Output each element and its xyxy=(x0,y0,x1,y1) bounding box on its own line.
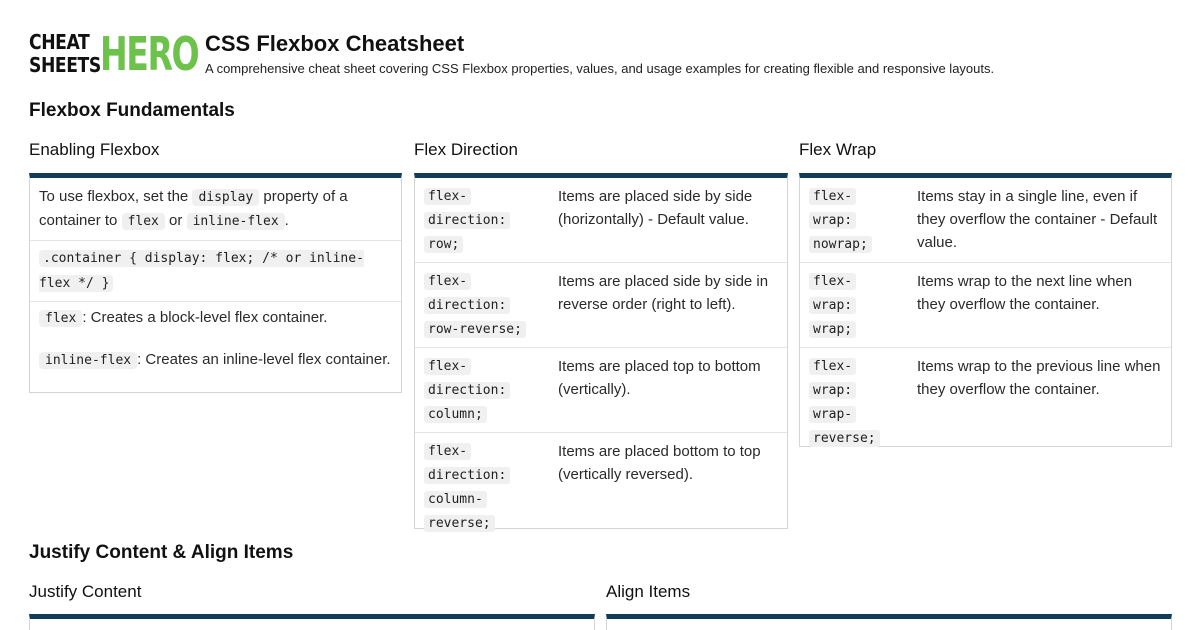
page-title: CSS Flexbox Cheatsheet xyxy=(205,31,465,56)
code-line: flex- xyxy=(809,358,856,375)
code-line: direction: xyxy=(424,297,510,314)
card-title-align: Align Items xyxy=(606,582,691,601)
code-line: nowrap; xyxy=(809,236,872,253)
property-row xyxy=(800,178,1171,263)
justify-content-card xyxy=(29,614,595,630)
card-title-wrap: Flex Wrap xyxy=(799,140,877,159)
page-subtitle: A comprehensive cheat sheet covering CSS Flexbox properties, values, and usage examples for creating flexible and responsive layouts. xyxy=(205,61,995,76)
card-title-justify: Justify Content xyxy=(29,582,142,601)
code-line: reverse; xyxy=(809,430,880,447)
logo-wordmark xyxy=(29,31,101,77)
code-example xyxy=(30,241,401,302)
code-line: direction: xyxy=(424,212,510,229)
flex-definition xyxy=(30,302,401,337)
code-line: direction: xyxy=(424,467,510,484)
flex-direction-card xyxy=(414,173,788,529)
code-line: wrap; xyxy=(809,321,856,338)
enabling-flexbox-card xyxy=(29,173,402,393)
property-description: Items wrap to the previous line when they overflow the container. xyxy=(917,358,1161,398)
logo-line2: SHEETS xyxy=(29,53,101,77)
property-code xyxy=(424,355,558,427)
property-description: Items are placed side by side (horizontally) - Default value. xyxy=(558,188,753,228)
intro-text: or xyxy=(169,212,183,229)
property-code xyxy=(424,270,558,342)
property-row xyxy=(800,263,1171,348)
intro-text: property of a container to xyxy=(39,188,348,229)
flex-wrap-card xyxy=(799,173,1172,447)
property-description: Items wrap to the next line when they overflow the container. xyxy=(917,273,1133,313)
inline-code: display xyxy=(192,189,259,206)
property-row xyxy=(415,263,787,348)
align-items-card xyxy=(606,614,1172,630)
enabling-intro xyxy=(30,178,401,241)
inline-flex-definition xyxy=(30,337,401,379)
code-line: flex- xyxy=(809,188,856,205)
property-description: Items are placed top to bottom (vertically). xyxy=(558,358,761,398)
code-line: row-reverse; xyxy=(424,321,526,338)
code-line: flex- xyxy=(809,273,856,290)
logo-line1: CHEAT xyxy=(29,30,90,54)
property-code xyxy=(809,355,917,451)
property-code xyxy=(809,270,917,342)
property-description: Items are placed side by side in reverse order (right to left). xyxy=(558,273,769,313)
intro-text: To use flexbox, set the xyxy=(39,188,189,205)
inline-code: flex xyxy=(39,310,82,327)
card-title-enabling: Enabling Flexbox xyxy=(29,140,160,159)
section-title-fundamentals: Flexbox Fundamentals xyxy=(29,100,235,121)
definition-text: : Creates a block-level flex container. xyxy=(82,309,328,326)
code-line: direction: xyxy=(424,382,510,399)
property-code xyxy=(424,185,558,257)
logo-hero: HERO xyxy=(100,27,199,81)
code-line: wrap: xyxy=(809,382,856,399)
property-row xyxy=(415,433,787,541)
property-description: Items are placed bottom to top (vertically reversed). xyxy=(558,443,761,483)
property-row xyxy=(800,348,1171,456)
code-line: flex- xyxy=(424,273,471,290)
code-line: flex- xyxy=(424,188,471,205)
code-line: flex- xyxy=(424,443,471,460)
site-logo[interactable] xyxy=(29,27,199,81)
intro-text: . xyxy=(284,212,289,229)
code-line: column; xyxy=(424,406,487,423)
code-line: column- xyxy=(424,491,487,508)
property-code xyxy=(809,185,917,257)
code-line: wrap- xyxy=(809,406,856,423)
property-code xyxy=(424,440,558,536)
property-description: Items stay in a single line, even if they overflow the container - Default value. xyxy=(917,188,1158,251)
card-title-direction: Flex Direction xyxy=(414,140,518,159)
property-row xyxy=(415,348,787,433)
section-title-justify-align: Justify Content & Align Items xyxy=(29,542,294,563)
code-line: reverse; xyxy=(424,515,495,532)
property-row xyxy=(415,178,787,263)
code-line: row; xyxy=(424,236,463,253)
code-line: wrap: xyxy=(809,212,856,229)
inline-code: inline-flex xyxy=(187,213,285,230)
code-line: wrap: xyxy=(809,297,856,314)
inline-code: flex xyxy=(122,213,165,230)
code-block: .container { display: flex; /* or inline-flex */ } xyxy=(39,251,364,291)
inline-code: inline-flex xyxy=(39,352,137,369)
definition-text: : Creates an inline-level flex container. xyxy=(137,351,391,368)
code-line: flex- xyxy=(424,358,471,375)
